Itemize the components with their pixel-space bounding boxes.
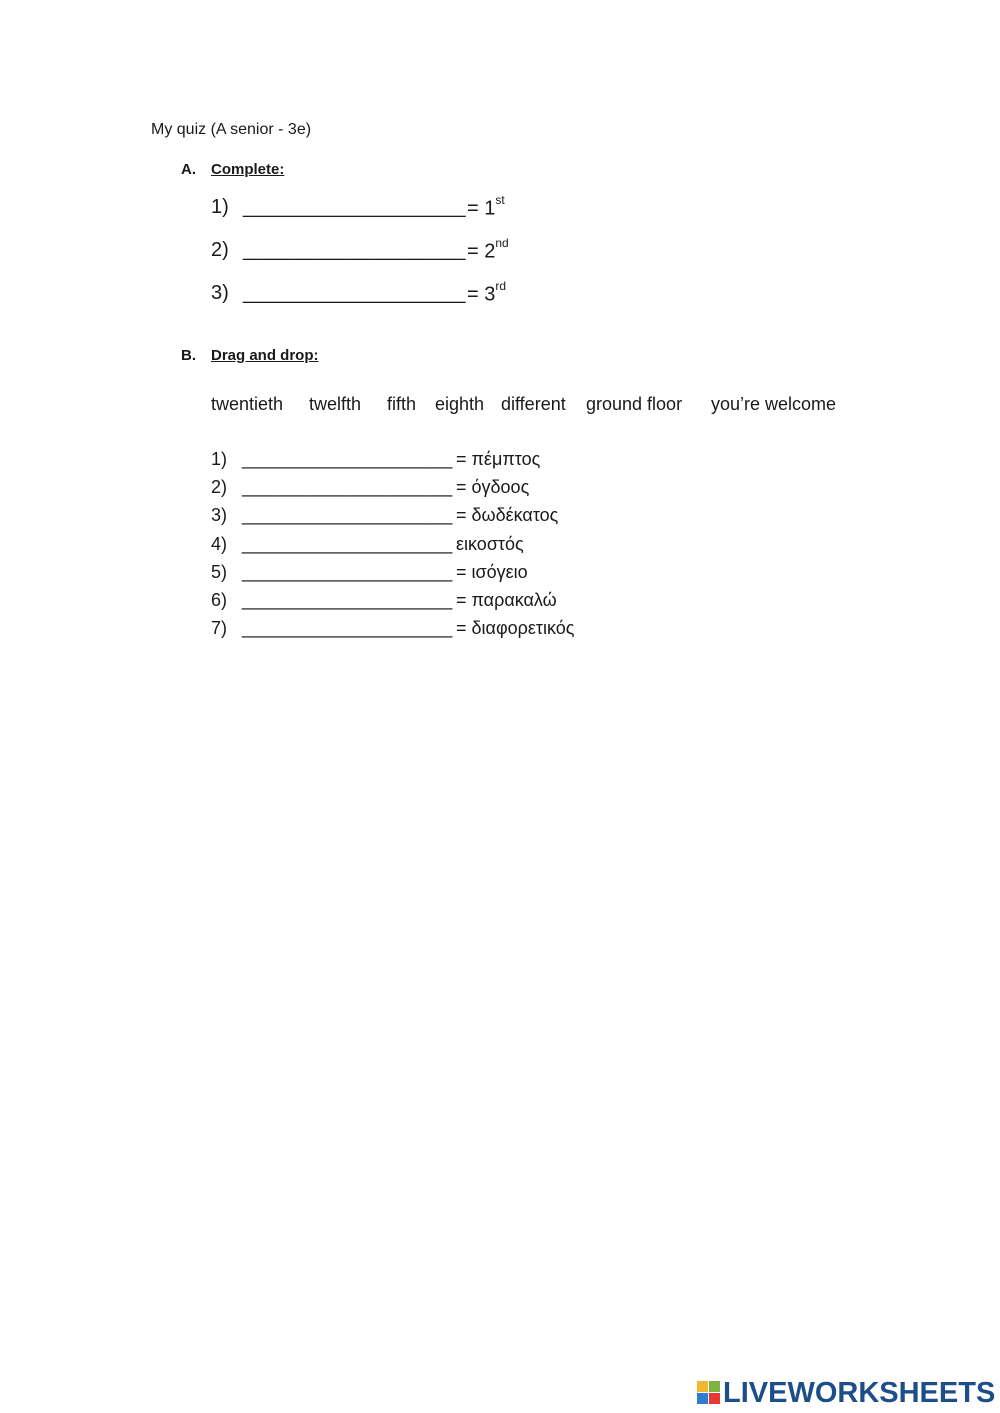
item-number: 1) — [211, 449, 228, 469]
answer-blank[interactable]: _____________________ — [242, 534, 453, 554]
section-b-item-1 — [211, 449, 611, 473]
word-bank — [211, 394, 851, 418]
answer-blank[interactable]: ____________________ — [243, 239, 466, 261]
answer-blank[interactable]: _____________________ — [242, 505, 453, 525]
section-a-title: Complete: — [211, 161, 285, 178]
answer-blank[interactable]: _____________________ — [242, 449, 453, 469]
item-number: 3) — [211, 282, 229, 304]
item-number: 6) — [211, 590, 228, 610]
section-b-item-2 — [211, 477, 611, 501]
section-a-item-1 — [211, 193, 531, 222]
section-a-item-3 — [211, 279, 531, 308]
item-number: 5) — [211, 562, 228, 582]
greek-translation: = δωδέκατος — [456, 505, 559, 525]
word-bank-item[interactable]: different — [501, 394, 566, 414]
greek-translation: = όγδοος — [456, 477, 530, 497]
ordinal-value: = 3rd — [467, 279, 507, 306]
answer-blank[interactable]: _____________________ — [242, 618, 453, 638]
answer-blank[interactable]: _____________________ — [242, 477, 453, 497]
word-bank-item[interactable]: you’re welcome — [711, 394, 837, 414]
greek-translation: = πέμπτος — [456, 449, 541, 469]
word-bank-item[interactable]: ground floor — [586, 394, 683, 414]
greek-translation: εικοστός — [456, 534, 524, 554]
word-bank-item[interactable]: eighth — [435, 394, 485, 414]
section-b-item-6 — [211, 590, 611, 614]
greek-translation: = παρακαλώ — [456, 590, 557, 610]
section-b-item-7 — [211, 618, 611, 642]
word-bank-item[interactable]: twelfth — [309, 394, 362, 414]
item-number: 1) — [211, 196, 229, 218]
section-b-item-5 — [211, 562, 611, 586]
answer-blank[interactable]: ____________________ — [243, 282, 466, 304]
greek-translation: = διαφορετικός — [456, 618, 575, 638]
item-number: 2) — [211, 239, 229, 261]
answer-blank[interactable]: _____________________ — [242, 562, 453, 582]
word-bank-item[interactable]: fifth — [387, 394, 417, 414]
logo-wordmark: LIVEWORKSHEETS — [723, 1377, 996, 1409]
section-b-item-4 — [211, 534, 611, 558]
item-number: 3) — [211, 505, 228, 525]
answer-blank[interactable]: _____________________ — [242, 590, 453, 610]
section-a-item-2 — [211, 236, 531, 265]
greek-translation: = ισόγειο — [456, 562, 528, 582]
liveworksheets-logo-icon — [697, 1381, 721, 1405]
liveworksheets-logo[interactable] — [697, 1377, 995, 1409]
ordinal-value: = 2nd — [467, 236, 509, 263]
item-number: 2) — [211, 477, 228, 497]
answer-blank[interactable]: ____________________ — [243, 196, 466, 218]
section-a-letter: A. — [181, 161, 196, 178]
section-b-title: Drag and drop: — [211, 347, 319, 364]
section-b-letter: B. — [181, 347, 196, 364]
section-b-item-3 — [211, 505, 611, 529]
word-bank-item[interactable]: twentieth — [211, 394, 284, 414]
item-number: 7) — [211, 618, 228, 638]
item-number: 4) — [211, 534, 228, 554]
ordinal-value: = 1st — [467, 193, 505, 220]
quiz-title: My quiz (A senior - 3e) — [151, 121, 312, 138]
